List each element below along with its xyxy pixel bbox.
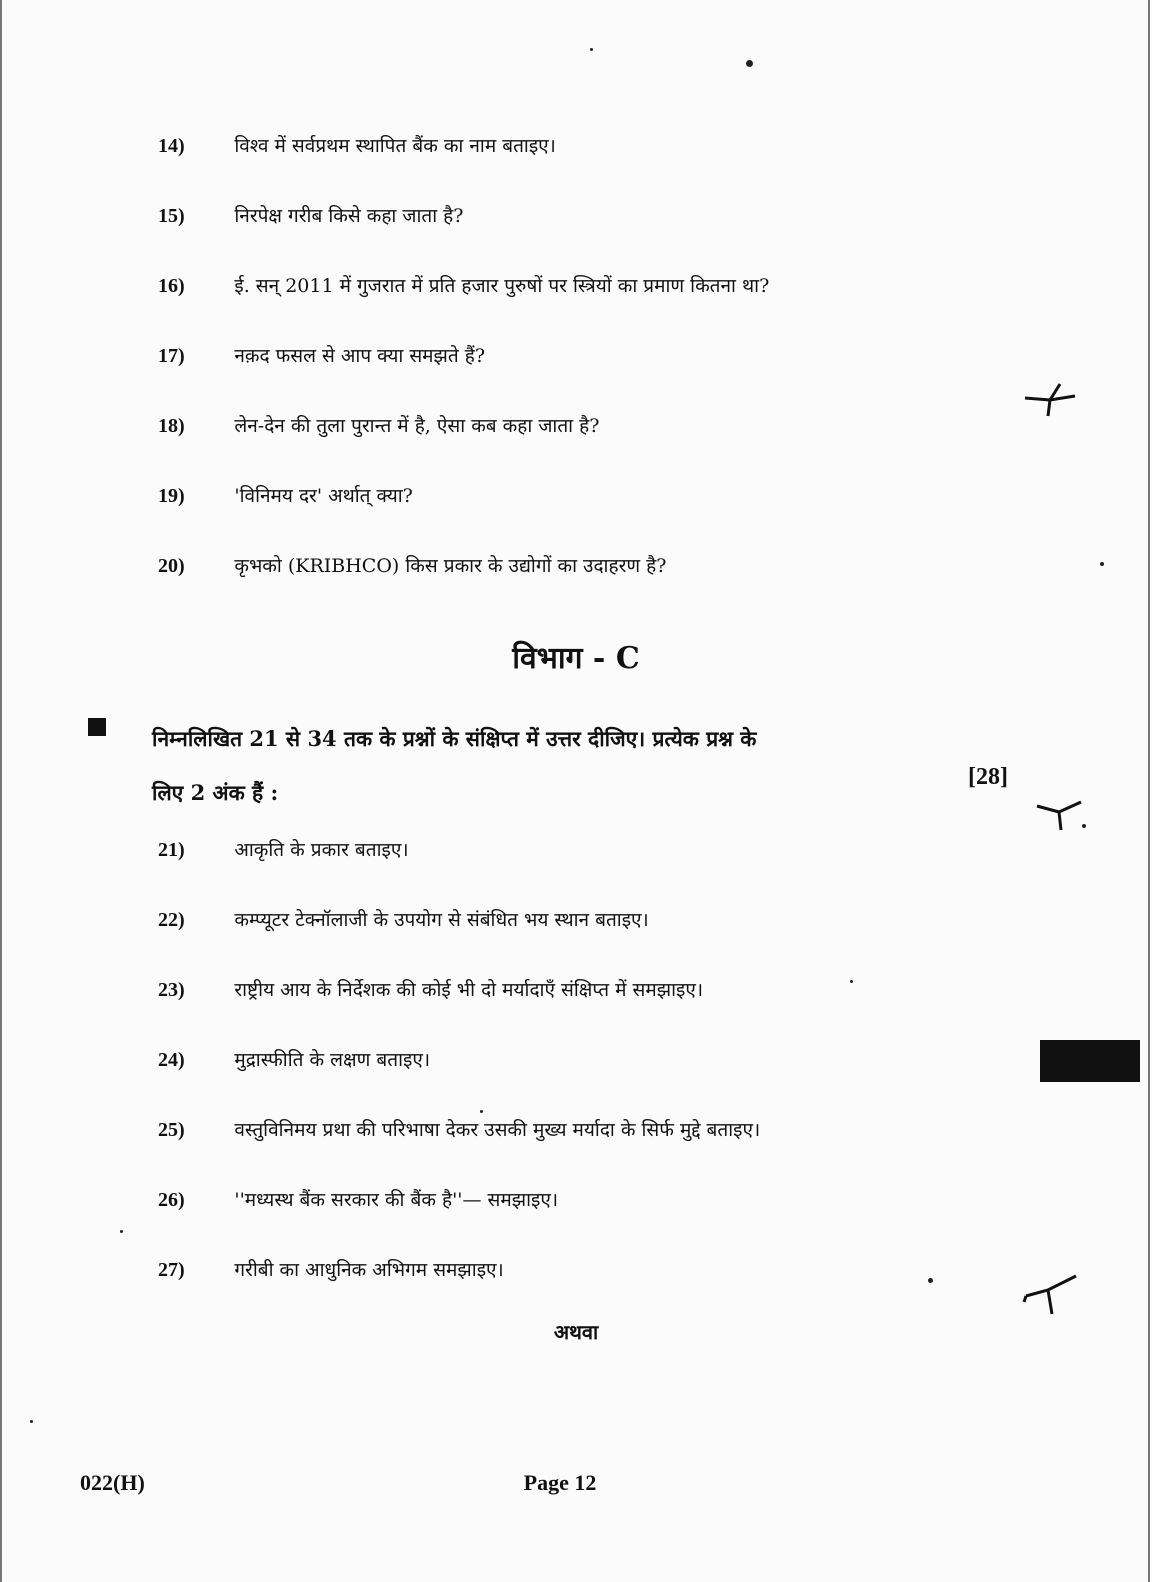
question-text: निरपेक्ष गरीब किसे कहा जाता है?: [234, 205, 464, 227]
scan-black-mark: [1040, 1040, 1140, 1082]
question-text: मुद्रास्फीति के लक्षण बताइए।: [234, 1049, 431, 1071]
or-separator: अथवा: [553, 1320, 599, 1344]
question-number: 25): [158, 1119, 185, 1141]
question-number: 26): [158, 1189, 185, 1211]
question-26: [158, 1186, 558, 1212]
question-text: कम्प्यूटर टेक्नॉलाजी के उपयोग से संबंधित भय स्थान बताइए।: [234, 909, 649, 931]
scan-speck: [746, 60, 753, 67]
section-instruction: [152, 712, 932, 820]
scan-speck: [590, 48, 593, 51]
question-17: [158, 342, 485, 368]
question-21: [158, 836, 409, 862]
question-number: 14): [158, 135, 185, 157]
scan-ink-mark: [1022, 1272, 1080, 1318]
question-18: [158, 412, 599, 438]
scan-speck: [120, 1230, 123, 1233]
question-25: [158, 1116, 760, 1142]
question-number: 15): [158, 205, 185, 227]
question-text: 'विनिमय दर' अर्थात् क्या?: [234, 485, 413, 507]
scan-speck: [30, 1420, 33, 1423]
section-marks: [28]: [968, 764, 1008, 790]
question-23: [158, 976, 703, 1002]
question-22: [158, 906, 649, 932]
question-number: 22): [158, 909, 185, 931]
question-text: विश्व में सर्वप्रथम स्थापित बैंक का नाम बताइए।: [234, 135, 556, 157]
scan-ink-mark: [1035, 798, 1085, 834]
question-15: [158, 202, 463, 228]
question-text: लेन-देन की तुला पुरान्त में है, ऐसा कब कहा जाता है?: [234, 415, 600, 437]
question-24: [158, 1046, 430, 1072]
question-number: 17): [158, 345, 185, 367]
paper-code: 022(H): [80, 1470, 145, 1495]
question-number: 18): [158, 415, 185, 437]
question-14: [158, 132, 556, 158]
question-number: 27): [158, 1259, 185, 1281]
scan-speck: [480, 1110, 483, 1113]
question-number: 23): [158, 979, 185, 1001]
scan-speck: [1082, 824, 1086, 828]
question-number: 19): [158, 485, 185, 507]
question-number: 21): [158, 839, 185, 861]
question-text: आकृति के प्रकार बताइए।: [234, 839, 409, 861]
question-16: [158, 272, 769, 298]
question-19: [158, 482, 413, 508]
question-number: 24): [158, 1049, 185, 1071]
question-text: नक़द फसल से आप क्या समझते हैं?: [234, 345, 486, 367]
scan-speck: [928, 1278, 933, 1283]
square-bullet-icon: [88, 718, 106, 736]
question-27: [158, 1256, 504, 1282]
scan-speck: [1100, 562, 1104, 566]
instruction-line-1: निम्नलिखित 21 से 34 तक के प्रश्नों के संक्षिप्त में उत्तर दीजिए। प्रत्येक प्रश्न के: [152, 726, 757, 751]
question-number: 16): [158, 275, 185, 297]
scan-speck: [850, 980, 853, 983]
instruction-line-2: लिए 2 अंक हैं :: [152, 780, 279, 805]
scan-right-edge: [1148, 0, 1150, 1582]
question-text: गरीबी का आधुनिक अभिगम समझाइए।: [234, 1259, 504, 1281]
question-20: [158, 552, 666, 578]
question-text: वस्तुविनिमय प्रथा की परिभाषा देकर उसकी मुख्य मर्यादा के सिर्फ मुद्दे बताइए।: [234, 1119, 761, 1141]
question-text: राष्ट्रीय आय के निर्देशक की कोई भी दो मर्यादाएँ संक्षिप्त में समझाइए।: [234, 979, 704, 1001]
scan-ink-mark: [1020, 380, 1080, 420]
question-number: 20): [158, 555, 185, 577]
question-text: ''मध्यस्थ बैंक सरकार की बैंक है''— समझाइए।: [234, 1189, 559, 1211]
page-number: Page 12: [523, 1470, 597, 1495]
section-title: विभाग - C: [512, 641, 640, 676]
question-text: कृभको (KRIBHCO) किस प्रकार के उद्योगों का उदाहरण है?: [234, 555, 667, 577]
scan-left-edge: [0, 0, 2, 1582]
question-text: ई. सन् 2011 में गुजरात में प्रति हजार पुरुषों पर स्त्रियों का प्रमाण कितना था?: [234, 275, 770, 297]
